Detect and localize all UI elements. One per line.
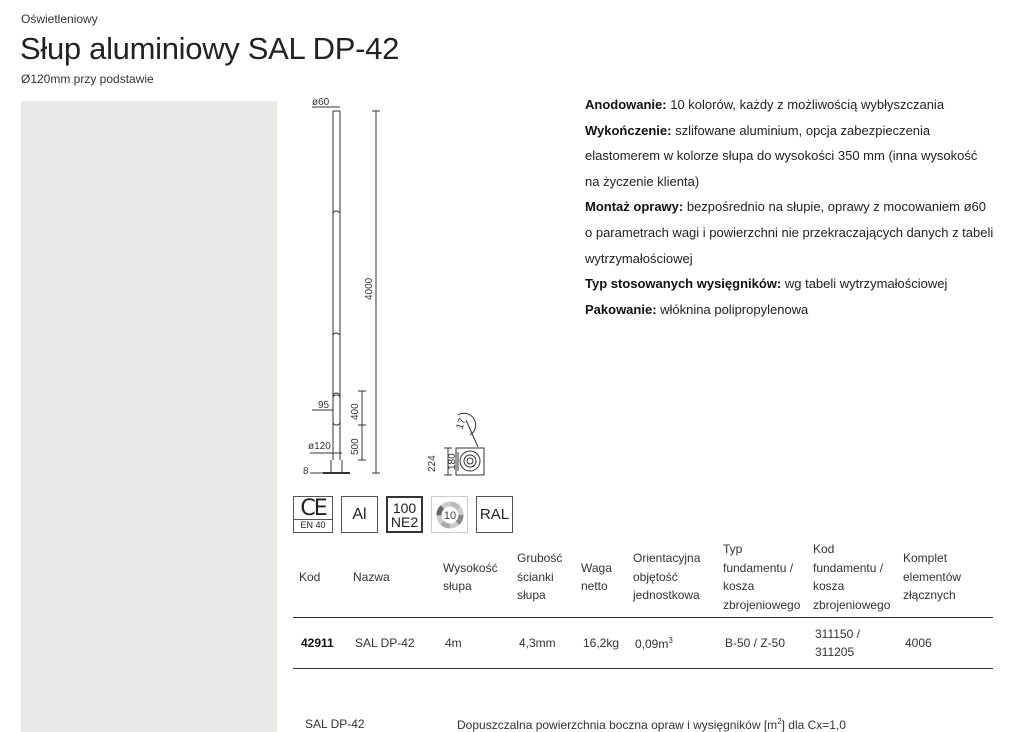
- ral-icon: RAL: [476, 496, 513, 533]
- spec-item-arms: Typ stosowanych wysięgników: wg tabeli wytrzymałościowej: [585, 276, 948, 292]
- spec-item-mounting: Montaż oprawy: bezpośrednio na słupie, oprawy z mocowaniem ø60 o parametrach wagi i powierzchni nie przekraczających danych z tabeli wytrzymałościowej: [585, 199, 994, 266]
- dim-base-plate: 8: [303, 466, 309, 477]
- col-name: Nazwa: [347, 537, 437, 618]
- col-volume: Orientacyjna objętość jednostkowa: [627, 537, 717, 618]
- table-row: [293, 618, 993, 669]
- cell-height: 4m: [437, 618, 511, 669]
- dim-door-width: 95: [318, 400, 330, 411]
- ne2-class-icon: 100 NE2: [386, 496, 423, 533]
- cell-wall: 4,3mm: [511, 618, 575, 669]
- cell-foundation-code: 311150 / 311205: [807, 618, 897, 669]
- dim-plate-bolt: 180: [447, 453, 458, 470]
- col-code: Kod: [293, 537, 347, 618]
- page-title: Słup aluminiowy SAL DP-42: [20, 31, 400, 66]
- dim-base-height: 500: [350, 438, 361, 455]
- dim-top-diameter: ø60: [312, 97, 330, 108]
- col-wall: Grubość ścianki słupa: [511, 537, 575, 618]
- spec-item-anodizing: Anodowanie: 10 kolorów, każdy z możliwością wybłyszczania: [585, 97, 945, 112]
- svg-text:10: 10: [443, 509, 456, 522]
- page-subtitle: Ø120mm przy podstawie: [21, 72, 154, 86]
- aluminium-icon: Al: [341, 496, 378, 533]
- col-height: Wysokość słupa: [437, 537, 511, 618]
- strength-table-product: SAL DP-42: [305, 717, 365, 731]
- dim-rotation: 17: [454, 416, 469, 432]
- specifications: [585, 92, 995, 322]
- dim-door-height: 400: [350, 403, 361, 420]
- product-table: [293, 537, 993, 669]
- cell-foundation-type: B-50 / Z-50: [717, 618, 807, 669]
- col-foundation-code: Kod fundamentu / kosza zbrojeniowego: [807, 537, 897, 618]
- spec-item-packaging: Pakowanie: włóknina polipropylenowa: [585, 301, 809, 317]
- certification-icons: [293, 496, 513, 533]
- strength-table-caption: Dopuszczalna powierzchnia boczna opraw i wysięgników $[m^2]$ dla Cx=1,0: [457, 717, 846, 732]
- cell-volume: $0,09m^3$: [627, 618, 717, 669]
- dim-plate-size: 224: [427, 455, 438, 472]
- ce-mark-icon: CE EN 40: [293, 496, 333, 533]
- product-photo-placeholder: [21, 101, 277, 732]
- dim-base-diameter: ø120: [308, 441, 331, 452]
- cell-code: 42911: [293, 618, 347, 669]
- spec-item-finish: Wykończenie: szlifowane aluminium, opcja zabezpieczenia elastomerem w kolorze słupa do wysokości 350 mm (inna wysokość na życzenie klienta): [585, 122, 978, 189]
- dim-total-height: 4000: [364, 277, 375, 300]
- technical-drawing: [298, 95, 498, 485]
- color-wheel-icon: [431, 496, 468, 533]
- col-fasteners: Komplet elementów złącznych: [897, 537, 993, 618]
- category-label: Oświetleniowy: [21, 12, 98, 26]
- col-weight: Waga netto: [575, 537, 627, 618]
- col-foundation-type: Typ fundamentu / kosza zbrojeniowego: [717, 537, 807, 618]
- cell-name: SAL DP-42: [347, 618, 437, 669]
- cell-fasteners: 4006: [897, 618, 993, 669]
- table-header-row: [293, 537, 993, 618]
- cell-weight: 16,2kg: [575, 618, 627, 669]
